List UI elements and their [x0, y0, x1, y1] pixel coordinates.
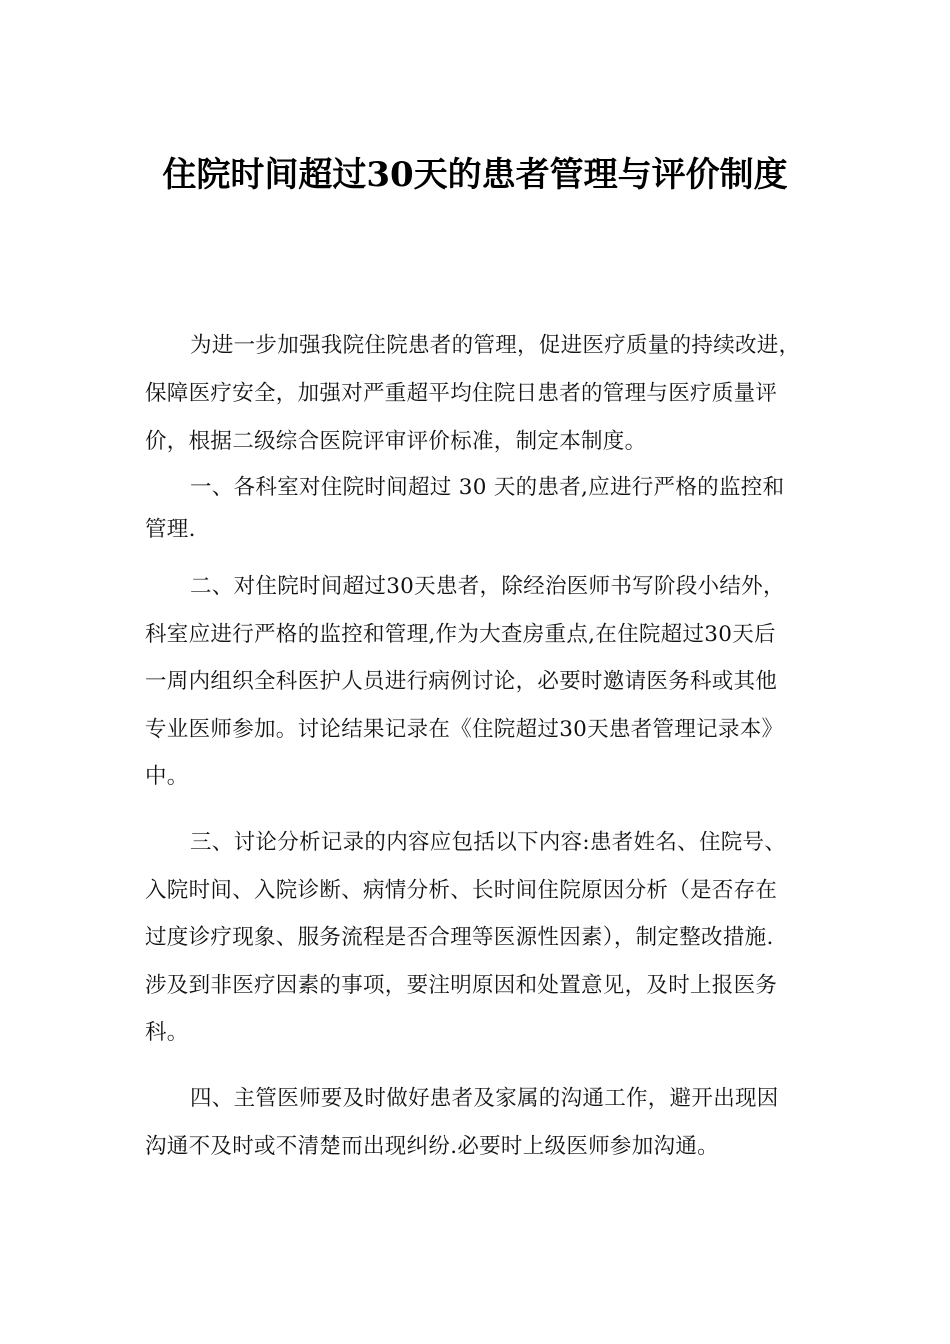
- document-title: 住院时间超过30天的患者管理与评价制度: [162, 155, 788, 195]
- section-2-line-4: 专业医师参加。讨论结果记录在《住院超过30天患者管理记录本》: [145, 717, 784, 742]
- section-3-line-3: 过度诊疗现象、服务流程是否合理等医源性因素），制定整改措施.: [145, 925, 774, 950]
- section-3-line-1: 三、讨论分析记录的内容应包括以下内容:患者姓名、住院号、: [190, 830, 787, 855]
- section-1-line-1: 一、各科室对住院时间超过 30 天的患者,应进行严格的监控和: [190, 475, 785, 500]
- section-4-line-1: 四、主管医师要及时做好患者及家属的沟通工作，避开出现因: [190, 1086, 779, 1111]
- section-3-line-5: 科。: [145, 1020, 189, 1045]
- intro-line-2: 保障医疗安全，加强对严重超平均住院日患者的管理与医疗质量评: [145, 381, 778, 406]
- section-2-line-5: 中。: [145, 764, 189, 789]
- intro-line-3: 价，根据二级综合医院评审评价标准，制定本制度。: [145, 429, 647, 454]
- intro-line-1: 为进一步加强我院住院患者的管理，促进医疗质量的持续改进，: [190, 333, 801, 358]
- section-4-line-2: 沟通不及时或不清楚而出现纠纷.必要时上级医师参加沟通。: [145, 1134, 719, 1159]
- section-2-line-3: 一周内组织全科医护人员进行病例讨论，必要时邀请医务科或其他: [145, 669, 778, 694]
- section-2-line-2: 科室应进行严格的监控和管理,作为大查房重点,在住院超过30天后: [145, 622, 776, 647]
- section-3-line-2: 入院时间、入院诊断、病情分析、长时间住院原因分析（是否存在: [145, 878, 778, 903]
- section-2-line-1: 二、对住院时间超过30天患者，除经治医师书写阶段小结外，: [190, 574, 785, 599]
- section-1-line-2: 管理.: [145, 517, 196, 542]
- section-3-line-4: 涉及到非医疗因素的事项，要注明原因和处置意见，及时上报医务: [145, 973, 778, 998]
